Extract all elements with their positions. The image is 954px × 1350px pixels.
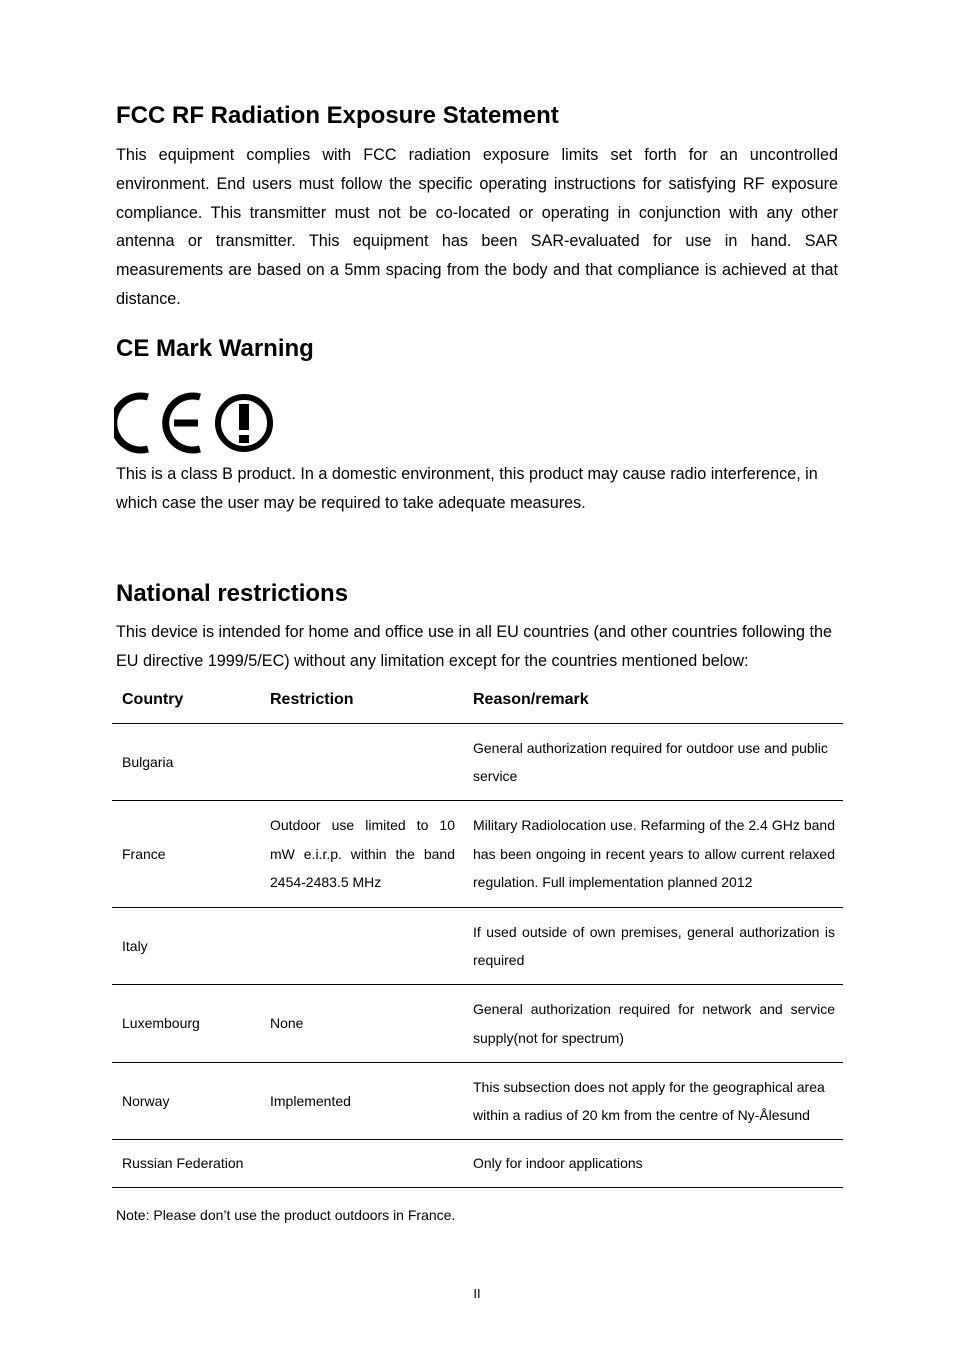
cell-restriction	[260, 1140, 463, 1188]
table-row	[112, 801, 843, 908]
cell-country: Luxembourg	[112, 985, 260, 1063]
cell-reason: This subsection does not apply for the geographical area within a radius of 20 km from the centre of Ny-Ålesund	[463, 1063, 843, 1140]
table-row	[112, 908, 843, 985]
cell-reason: Military Radiolocation use. Refarming of the 2.4 GHz band has been ongoing in recent years to allow current relaxed regulation. Full implementation planned 2012	[463, 801, 843, 908]
cell-restriction: None	[260, 985, 463, 1063]
ce-heading: CE Mark Warning	[116, 335, 314, 362]
ce-marks	[114, 391, 276, 455]
cell-reason: General authorization required for network and service supply(not for spectrum)	[463, 985, 843, 1063]
restrictions-table	[112, 677, 843, 1188]
cell-country: France	[112, 801, 260, 908]
cell-country: Italy	[112, 908, 260, 985]
fcc-heading: FCC RF Radiation Exposure Statement	[116, 102, 559, 129]
cell-country: Russian Federation	[112, 1140, 260, 1188]
fcc-paragraph: This equipment complies with FCC radiation exposure limits set forth for an uncontrolled environment. End users must follow the specific operating instructions for satisfying RF exposure compliance. This transmitter must not be co-located or operating in conjunction with any other antenna or transmitter. This equipment has been SAR-evaluated for use in hand. SAR measurements are based on a 5mm spacing from the body and that compliance is achieved at that distance.	[116, 146, 838, 308]
cell-restriction: Implemented	[260, 1063, 463, 1140]
cell-reason: General authorization required for outdoor use and public service	[463, 724, 843, 801]
cell-reason: Only for indoor applications	[463, 1140, 843, 1188]
table-header-row	[112, 677, 843, 724]
cell-restriction: Outdoor use limited to 10 mW e.i.r.p. within the band 2454-2483.5 MHz	[260, 801, 463, 908]
ce-paragraph: This is a class B product. In a domestic environment, this product may cause radio interference, in which case the user may be required to take adequate measures.	[116, 465, 818, 512]
cell-country: Norway	[112, 1063, 260, 1140]
cell-restriction	[260, 724, 463, 801]
column-header-restriction: Restriction	[260, 677, 463, 724]
table-note: Note: Please don’t use the product outdoors in France.	[116, 1207, 456, 1223]
table-row	[112, 1140, 843, 1188]
alert-mark-icon	[218, 397, 270, 449]
column-header-country: Country	[112, 677, 260, 724]
cell-restriction	[260, 908, 463, 985]
cell-reason: If used outside of own premises, general authorization is required	[463, 908, 843, 985]
cell-country: Bulgaria	[112, 724, 260, 801]
table-row	[112, 985, 843, 1063]
table-row	[112, 1063, 843, 1140]
page-number: II	[473, 1286, 481, 1301]
national-heading: National restrictions	[116, 580, 349, 607]
national-paragraph: This device is intended for home and office use in all EU countries (and other countries following the EU directive 1999/5/EC) without any limitation except for the countries mentioned below:	[116, 623, 832, 670]
ce-mark-icon	[114, 396, 200, 450]
column-header-reason: Reason/remark	[463, 677, 843, 724]
table-row	[112, 724, 843, 801]
